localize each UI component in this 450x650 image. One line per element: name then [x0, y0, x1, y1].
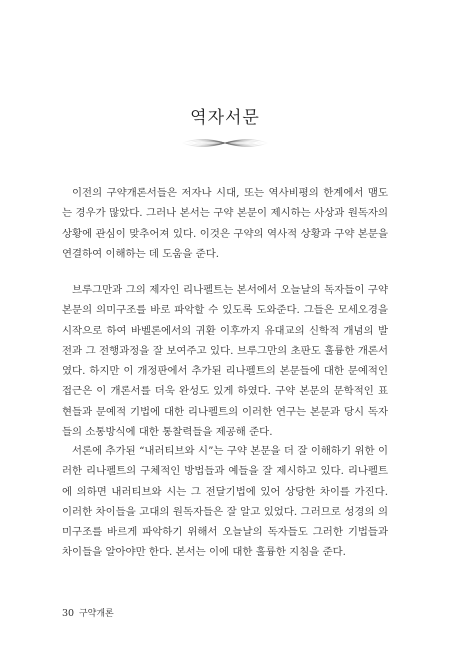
title-ornament	[178, 132, 272, 154]
paragraph-3: 서론에 추가된 “내러티브와 시”는 구약 본문을 더 잘 이해하기 위한 이러한 리나펠트의 구체적인 방법들과 예들을 잘 제시하고 있다. 리나펠트에 의하면 내러티브와 시는 그 전달기법에 있어 상당한 차이를 가진다. 이러한 차이들을 고대의 원독자들은 잘 알고 있었다. 그러므로 성경의 의미구조를 바르게 파악하기 위해서 오늘날의 독자들도 그러한 기법들과 차이들을 알아야만 한다. 본서는 이에 대한 훌륭한 지침을 준다.	[62, 445, 388, 559]
page-footer	[62, 606, 114, 619]
paragraph-2: 브루그만과 그의 제자인 리나펠트는 본서에서 오늘날의 독자들이 구약 본문의 의미구조를 바로 파악할 수 있도록 도와준다. 그들은 모세오경을 시작으로 하여 바벨론에서의 귀환 이후까지 유대교의 신학적 개념의 발전과 그 전행과정을 잘 보여주고 있다. 브루그만의 초판도 훌륭한 개론서였다. 하지만 이 개정판에서 추가된 리나펠트의 본문들에 대한 문예적인 접근은 이 개론서를 더욱 완성도 있게 하였다. 구약 본문의 문학적인 표현들과 문예적 기법에 대한 리나펠트의 이러한 연구는 본문과 당시 독자들의 소통방식에 대한 통찰력들을 제공해 준다.	[62, 284, 388, 439]
page-title: 역자서문	[190, 108, 260, 128]
paragraph-1: 이전의 구약개론서들은 저자나 시대, 또는 역사비평의 한계에서 맴도는 경우가 많았다. 그러나 본서는 구약 본문이 제시하는 사상과 원독자의 상황에 관심이 맞추어져 있다. 이것은 구약의 역사적 상황과 구약 본문을 연결하여 이해하는 데 도움을 준다.	[62, 187, 388, 260]
running-title: 구약개론	[78, 609, 114, 619]
page-number: 30	[62, 608, 75, 619]
